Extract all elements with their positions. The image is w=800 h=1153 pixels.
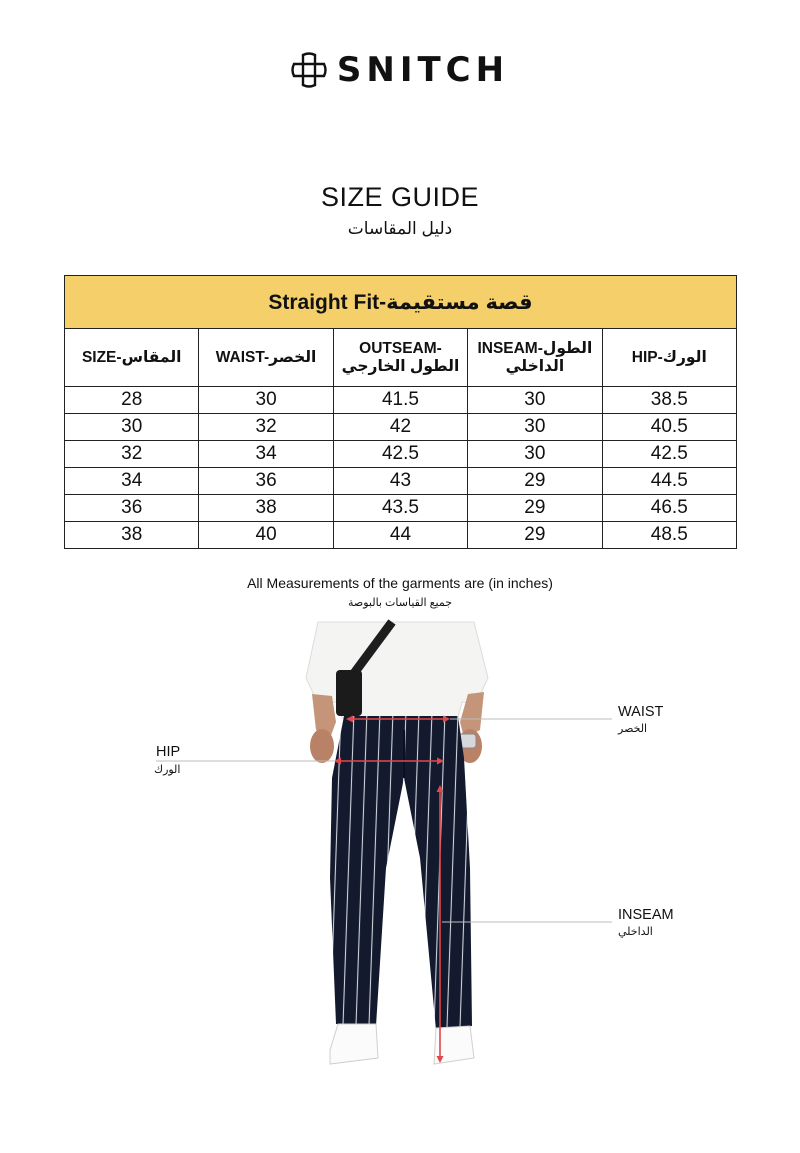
cell-size: 38 (65, 522, 199, 549)
cell-outseam: 43.5 (333, 495, 467, 522)
cell-inseam: 30 (468, 387, 602, 414)
cell-waist: 36 (199, 468, 333, 495)
cell-outseam: 44 (333, 522, 467, 549)
cell-size: 28 (65, 387, 199, 414)
snitch-hash-logo-icon (291, 52, 327, 88)
page-title: SIZE GUIDE (320, 182, 480, 212)
cell-inseam: 29 (468, 495, 602, 522)
cell-size: 32 (65, 441, 199, 468)
cell-inseam: 30 (468, 441, 602, 468)
cell-waist: 40 (199, 522, 333, 549)
table-row (65, 414, 737, 441)
measurement-note: All Measurements of the garments are (in inches) (247, 575, 553, 591)
cell-hip: 38.5 (602, 387, 736, 414)
table-row (65, 522, 737, 549)
cell-outseam: 42.5 (333, 441, 467, 468)
inseam-label-arabic: الداخلي (618, 926, 653, 938)
cell-hip: 44.5 (602, 468, 736, 495)
cell-waist: 34 (199, 441, 333, 468)
model-illustration (0, 618, 800, 1148)
waist-label-arabic: الخصر (618, 723, 648, 735)
measurement-note-arabic: جميع القياسات بالبوصة (347, 597, 453, 609)
cell-inseam: 29 (468, 522, 602, 549)
table-row (65, 387, 737, 414)
column-header-size: SIZE-المقاس (65, 329, 199, 387)
cell-size: 36 (65, 495, 199, 522)
column-header-row (65, 329, 737, 387)
table-row (65, 468, 737, 495)
waist-label: WAIST (618, 704, 664, 720)
cell-inseam: 29 (468, 468, 602, 495)
brand-logo (0, 50, 800, 90)
column-header-outseam: OUTSEAM- الطول الخارجي (333, 329, 467, 387)
cell-waist: 38 (199, 495, 333, 522)
cell-size: 34 (65, 468, 199, 495)
fit-title: Straight Fit-قصة مستقيمة (65, 276, 737, 329)
pinstripe-trousers (330, 716, 472, 1030)
crossbody-bag (336, 670, 362, 716)
brand-name: SNITCH (336, 50, 510, 90)
cell-hip: 42.5 (602, 441, 736, 468)
column-header-inseam: INSEAM-الطول الداخلي (468, 329, 602, 387)
column-header-hip: HIP-الورك (602, 329, 736, 387)
hip-label-arabic: الورك (154, 764, 181, 776)
cell-size: 30 (65, 414, 199, 441)
cell-outseam: 41.5 (333, 387, 467, 414)
tshirt (306, 622, 488, 718)
model-figure (0, 618, 800, 1148)
cell-hip: 40.5 (602, 414, 736, 441)
page-title-arabic: دليل المقاسات (347, 219, 453, 238)
cell-outseam: 43 (333, 468, 467, 495)
left-shoe (330, 1024, 378, 1064)
cell-waist: 30 (199, 387, 333, 414)
cell-waist: 32 (199, 414, 333, 441)
size-table (64, 275, 737, 549)
table-row (65, 441, 737, 468)
cell-hip: 48.5 (602, 522, 736, 549)
cell-inseam: 30 (468, 414, 602, 441)
table-row (65, 495, 737, 522)
cell-outseam: 42 (333, 414, 467, 441)
cell-hip: 46.5 (602, 495, 736, 522)
left-hand (310, 729, 334, 763)
inseam-label: INSEAM (618, 907, 674, 923)
column-header-waist: WAIST-الخصر (199, 329, 333, 387)
hip-label: HIP (156, 744, 181, 760)
